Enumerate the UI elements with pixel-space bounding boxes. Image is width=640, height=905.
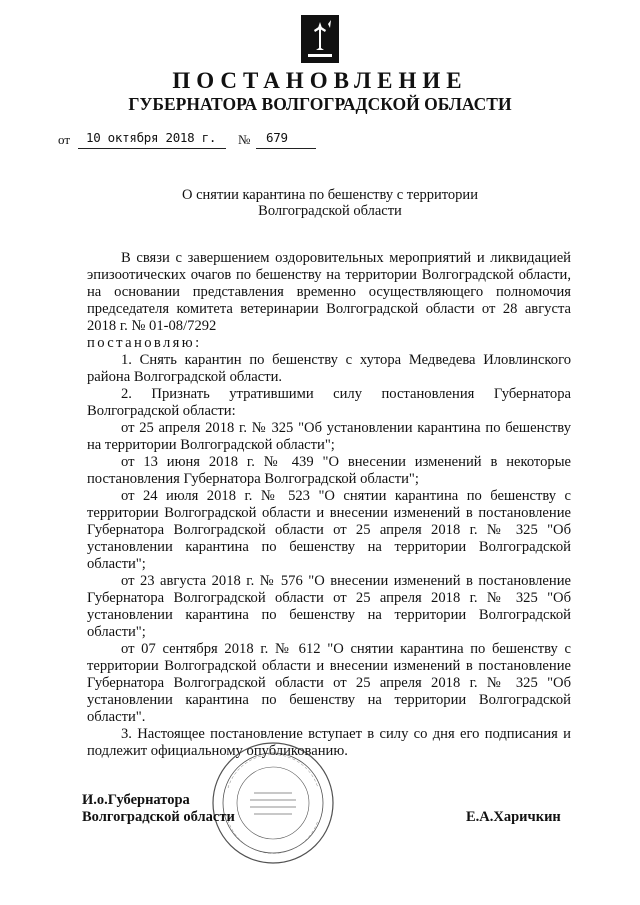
item-1: 1. Снять карантин по бешенству с хутора Медведева Иловлинского района Волгоградской области. <box>87 352 571 385</box>
date-prefix: от <box>58 132 71 147</box>
subject-line-2: Волгоградской области <box>258 203 402 219</box>
document-title: ПОСТАНОВЛЕНИЕ <box>172 68 468 93</box>
subject-line-1: О снятии карантина по бешенству с территории <box>182 187 478 203</box>
item-2: 2. Признать утратившими силу постановления Губернатора Волгоградской области: <box>87 386 571 419</box>
document-date: 10 октября 2018 г. <box>86 130 217 145</box>
document-issuer: ГУБЕРНАТОРА ВОЛГОГРАДСКОЙ ОБЛАСТИ <box>128 94 512 114</box>
document-body <box>87 250 571 760</box>
coat-of-arms-icon <box>300 14 340 64</box>
date-underline <box>78 148 226 149</box>
number-underline <box>256 148 316 149</box>
document-subject <box>140 187 520 219</box>
signatory-position <box>82 792 235 826</box>
decree-word: постановляю: <box>87 335 202 351</box>
signatory-position-line-1: И.о.Губернатора <box>82 792 190 808</box>
item-3: 3. Настоящее постановление вступает в силу со дня его подписания и подлежит официальному опубликованию. <box>87 726 571 759</box>
repealed-decree-1: от 25 апреля 2018 г. № 325 "Об установлении карантина по бешенству на территории Волгоградской области"; <box>87 420 571 453</box>
repealed-decree-5: от 07 сентября 2018 г. № 612 "О снятии карантина по бешенству с территории Волгоградской области и внесении изменений в постановление Губернатора Волгоградской области от 25 апреля 2018 г. № 325 "Об установлении карантина по бешенству на территории Волгоградской области". <box>87 641 571 725</box>
repealed-decree-3: от 24 июля 2018 г. № 523 "О снятии карантина по бешенству с территории Волгоградской области и внесении изменений в постановление Губернатора Волгоградской области от 25 апреля 2018 г. № 325 "Об установлении карантина по бешенству на территории Волгоградской области"; <box>87 488 571 572</box>
intro-paragraph: В связи с завершением оздоровительных мероприятий и ликвидацией эпизоотических очагов по бешенству на территории Волгоградской области, на основании представления временно осуществляющего полномочия председателя комитета ветеринарии Волгоградской области от 28 августа 2018 г. № 01-08/7292 <box>87 250 571 334</box>
number-prefix: № <box>238 132 251 147</box>
document-number: 679 <box>266 130 288 145</box>
signatory-position-line-2: Волгоградской области <box>82 809 235 825</box>
signatory-name: Е.А.Харичкин <box>466 809 561 825</box>
repealed-decree-2: от 13 июня 2018 г. № 439 "О внесении изменений в некоторые постановления Губернатора Волгоградской области"; <box>87 454 571 487</box>
repealed-decree-4: от 23 августа 2018 г. № 576 "О внесении изменений в постановление Губернатора Волгоградской области от 25 апреля 2018 г. № 325 "Об установлении карантина по бешенству на территории Волгоградской области"; <box>87 573 571 640</box>
